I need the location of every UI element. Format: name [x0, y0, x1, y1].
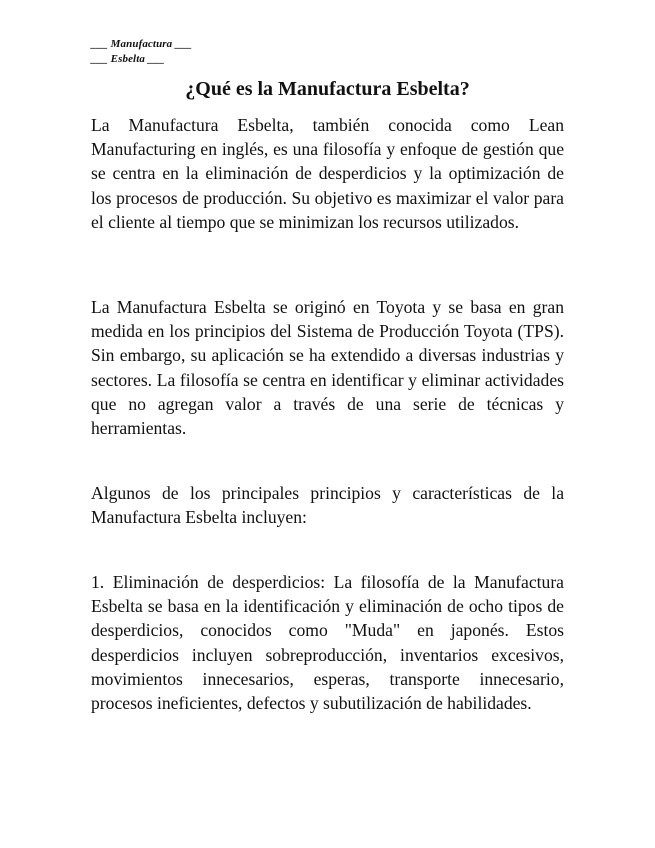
paragraph-intro: La Manufactura Esbelta, también conocida como Lean Manufacturing en inglés, es una filosofía y enfoque de gestión que se centra en la eliminación de desperdicios y la optimización de los procesos de producción. Su objetivo es maximizar el valor para el cliente al tiempo que se minimizan los recursos utilizados.: [91, 115, 564, 232]
paragraph-origin: La Manufactura Esbelta se originó en Toyota y se basa en gran medida en los principios del Sistema de Producción Toyota (TPS). Sin embargo, su aplicación se ha extendido a diversas industrias y sectores. La filosofía se centra en identificar y eliminar actividades que no agregan valor a través de una serie de técnicas y herramientas.: [91, 297, 564, 439]
header-line-2: ___ Esbelta ___: [91, 53, 165, 65]
header-line-1: ___ Manufactura ___: [91, 38, 192, 50]
page-header: [91, 37, 192, 67]
page-title: ¿Qué es la Manufactura Esbelta?: [185, 78, 470, 100]
paragraph-principles-intro: Algunos de los principales principios y características de la Manufactura Esbelta incluyen:: [91, 483, 564, 528]
paragraph-waste-elimination: 1. Eliminación de desperdicios: La filosofía de la Manufactura Esbelta se basa en la identificación y eliminación de ocho tipos de desperdicios, conocidos como "Muda" en japonés. Estos desperdicios incluyen sobreproducción, inventarios excesivos, movimientos innecesarios, esperas, transporte innecesario, procesos ineficientes, defectos y subutilización de habilidades.: [91, 572, 564, 714]
